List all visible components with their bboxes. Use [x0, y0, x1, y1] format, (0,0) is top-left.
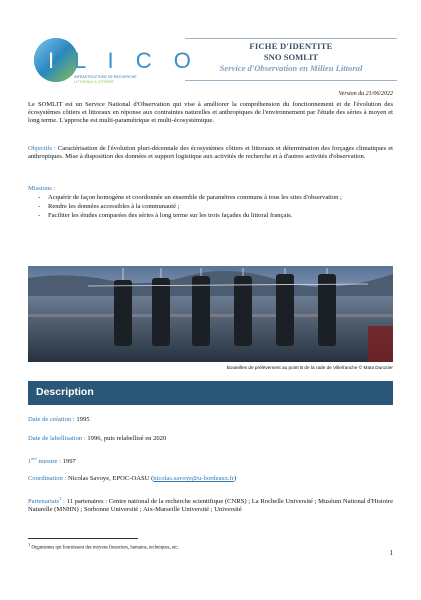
- objectifs-label: Objectifs :: [28, 145, 56, 152]
- svg-text:I: I: [48, 48, 55, 73]
- version-date: Version du 21/06/2022: [338, 91, 393, 97]
- objectifs-text: Caractérisation de l'évolution pluri-décennale des écosystèmes côtiers et littoraux et détermination des forçages climatiques et anthropiques. Mise à disposition des données et support logistique aux activités de recherche et à d'autres activités d'observation.: [28, 145, 393, 161]
- list-item: - Faciliter les études comparées des séries à long terme sur les trois façades du littoral français.: [38, 212, 293, 220]
- header-kind: FICHE D'IDENTITE: [249, 41, 333, 51]
- missions-list: [28, 194, 393, 222]
- coordination-email-link[interactable]: nicolas.savoye@u-bordeaux.fr: [153, 475, 235, 482]
- logo-tagline-1: INFRASTRUCTURE DE RECHERCHE: [74, 75, 137, 79]
- logo-wordmark: L I C O: [74, 48, 199, 73]
- footnote-divider: [28, 538, 138, 539]
- list-item: - Acquérir de façon homogène et coordonnée un ensemble de paramètres communs à tous les sites d'observation ;: [38, 194, 342, 201]
- list-item: - Rendre les données accessibles à la communauté ;: [38, 203, 180, 211]
- intro-paragraph: Le SOMLIT est un Service National d'Observation qui vise à améliorer la compréhension du fonctionnement et de l'évolution des écosystèmes côtiers et littoraux en réponse aux contraintes naturelles et anthropiques de l'environnement par l'étude des séries à moyen et long terme. L'approche est multi-paramétrique et multi-écosystémique.: [28, 101, 393, 125]
- creation-date-field: Date de création : 1995: [28, 416, 90, 423]
- partenariats-field: Partenariats$^1$ : 11 partenaires : Centre national de la recherche scientifique (CNRS) ; La Rochelle Université ; Muséum National d'Histoire Naturelle (MNHN) ; Sorbonne Université ; Aix-Marseille Université ; Université: [28, 496, 394, 514]
- objectifs-paragraph: [28, 145, 393, 161]
- sampling-bottles-photo: [28, 266, 393, 362]
- labellisation-date-field: Date de labellisation : 1996, puis relabellisé en 2020: [28, 435, 167, 442]
- description-title: Description: [36, 386, 94, 398]
- header-subtitle: Service d'Observation en Milieu Littoral: [219, 63, 363, 73]
- description-header-bar: [28, 381, 393, 405]
- document-header: [185, 38, 397, 73]
- header-divider: [185, 80, 397, 81]
- missions-title: Missions :: [28, 185, 56, 192]
- coordination-field: Coordination : Nicolas Savoye, EPOC-OASU (nicolas.savoye@u-bordeaux.fr): [28, 475, 237, 482]
- photo-caption: Bouteilles de prélèvement au point B de la rade de Villefranche © Maïa Durozier: [226, 365, 393, 370]
- footnote: $^1$ Organismes qui fournissent des moyens financiers, humains, techniques, etc.: [28, 542, 179, 551]
- logo-tagline-2: LITTORALE & CÔTIÈRE: [74, 80, 114, 84]
- page-number: 1: [389, 549, 393, 557]
- header-title: SNO SOMLIT: [263, 52, 319, 62]
- first-measure-field: 1ère mesure : 1997: [28, 456, 76, 466]
- ilico-logo: [28, 30, 199, 90]
